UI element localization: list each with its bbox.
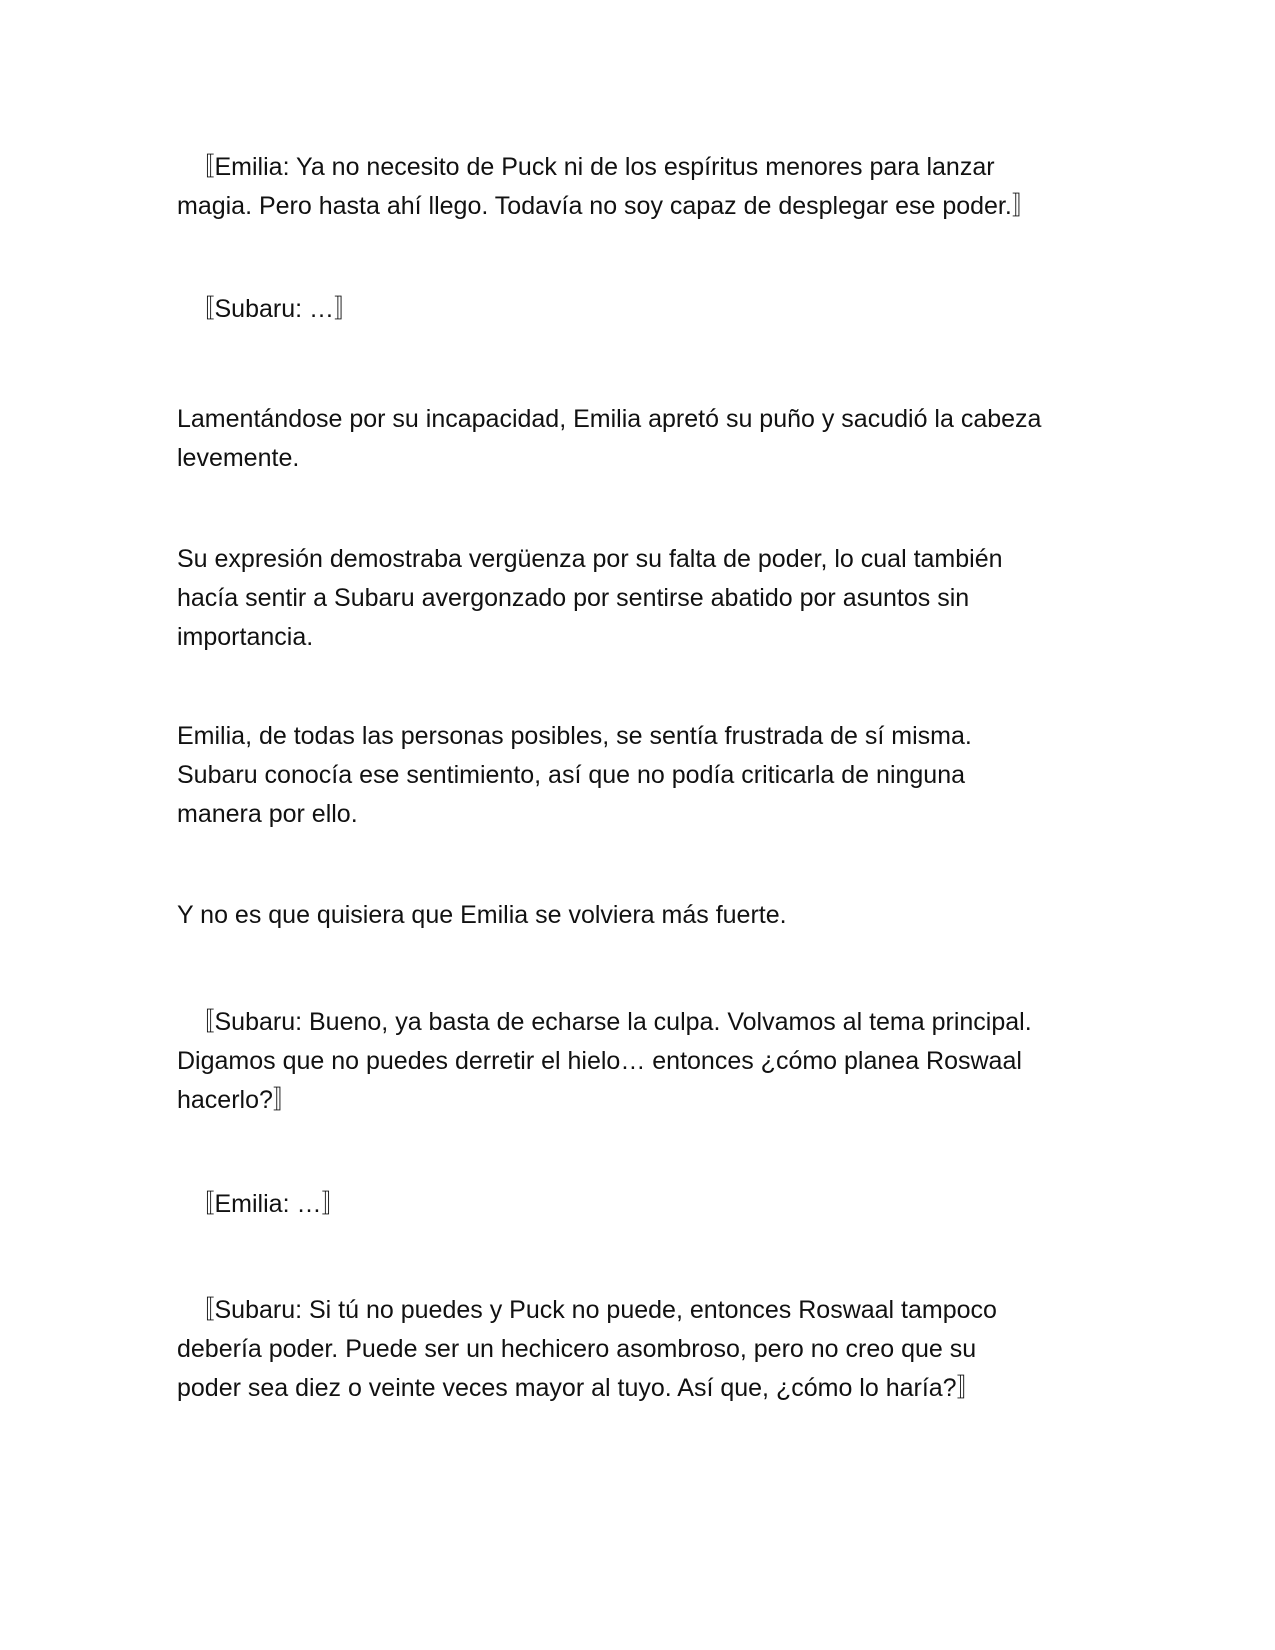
- paragraph-subaru-dialogue-2: [177, 1003, 1097, 1120]
- text-line: Emilia, de todas las personas posibles, se sentía frustrada de sí misma.: [177, 722, 972, 750]
- text-line: importancia.: [177, 623, 314, 651]
- text-line: poder sea diez o veinte veces mayor al tuyo. Así que, ¿cómo lo haría?〛: [177, 1374, 982, 1402]
- text-line: Lamentándose por su incapacidad, Emilia apretó su puño y sacudió la cabeza: [177, 405, 1042, 433]
- text-line: Y no es que quisiera que Emilia se volviera más fuerte.: [177, 901, 787, 929]
- text-line: levemente.: [177, 444, 300, 472]
- paragraph-subaru-dialogue-1: [177, 290, 1097, 329]
- text-line: 〚Subaru: Si tú no puedes y Puck no puede, entonces Roswaal tampoco: [177, 1296, 997, 1324]
- text-line: manera por ello.: [177, 800, 358, 828]
- text-line: hacerlo?〛: [177, 1086, 298, 1114]
- paragraph-narration-2: [177, 540, 1097, 657]
- paragraph-emilia-dialogue-1: [177, 148, 1097, 226]
- paragraph-narration-3: [177, 717, 1097, 834]
- paragraph-narration-4: [177, 896, 1097, 935]
- paragraph-subaru-dialogue-3: [177, 1291, 1097, 1408]
- text-line: debería poder. Puede ser un hechicero asombroso, pero no creo que su: [177, 1335, 977, 1363]
- text-line: Subaru conocía ese sentimiento, así que no podía criticarla de ninguna: [177, 761, 966, 789]
- text-line: Su expresión demostraba vergüenza por su falta de poder, lo cual también: [177, 545, 1003, 573]
- paragraph-emilia-dialogue-2: [177, 1185, 1097, 1224]
- text-line: 〚Subaru: Bueno, ya basta de echarse la culpa. Volvamos al tema principal.: [177, 1008, 1032, 1036]
- text-line: 〚Subaru: …〛: [177, 295, 360, 323]
- text-line: Digamos que no puedes derretir el hielo… entonces ¿cómo planea Roswaal: [177, 1047, 1022, 1075]
- text-line: 〚Emilia: …〛: [177, 1190, 347, 1218]
- text-line: magia. Pero hasta ahí llego. Todavía no soy capaz de desplegar ese poder.〛: [177, 192, 1037, 220]
- text-line: hacía sentir a Subaru avergonzado por sentirse abatido por asuntos sin: [177, 584, 970, 612]
- text-line: 〚Emilia: Ya no necesito de Puck ni de los espíritus menores para lanzar: [177, 153, 995, 181]
- paragraph-narration-1: [177, 400, 1097, 478]
